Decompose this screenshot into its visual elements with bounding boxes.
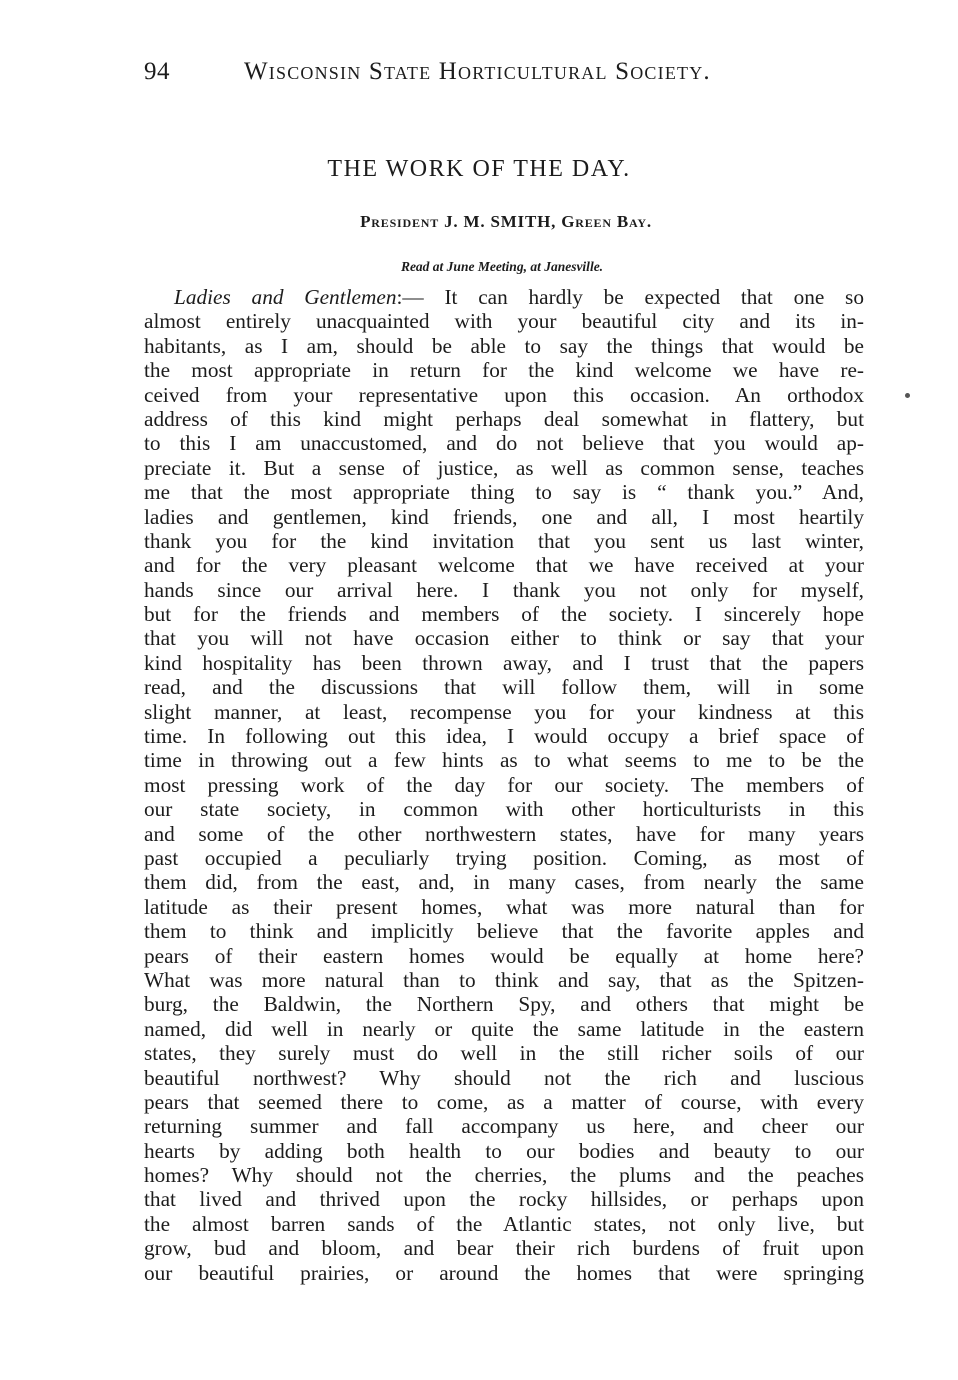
text-line: them to think and implicitly believe that the favorite apples and <box>144 919 864 944</box>
text-line: that you will not have occasion either to think or say that your <box>144 626 864 651</box>
text-line: the most appropriate in return for the kind welcome we have re- <box>144 358 864 383</box>
text-line: pears of their eastern homes would be equally at home here? <box>144 943 864 968</box>
text-line: most pressing work of the day for our society. The members of <box>144 772 864 797</box>
text-line: returning summer and fall accompany us here, and cheer our <box>144 1114 864 1139</box>
text-line: latitude as their present homes, what was more natural than for <box>144 894 864 919</box>
text-line: our state society, in common with other horticulturists in this <box>144 797 864 822</box>
article-title: THE WORK OF THE DAY. <box>327 156 631 182</box>
first-line-text: :— It can hardly be expected that one so <box>396 285 864 309</box>
text-line: pears that seemed there to come, as a matter of course, with every <box>144 1089 864 1114</box>
text-line: and for the very pleasant welcome that we have received at your <box>144 553 864 578</box>
text-line: that lived and thrived upon the rocky hillsides, or perhaps upon <box>144 1187 864 1212</box>
text-line: kind hospitality has been thrown away, and I trust that the papers <box>144 650 864 675</box>
text-line: but for the friends and members of the society. I sincerely hope <box>144 602 864 627</box>
text-line: slight manner, at least, recompense you for your kindness at this <box>144 699 864 724</box>
text-line: states, they surely must do well in the still richer soils of our <box>144 1041 864 1066</box>
text-line: and some of the other northwestern states, have for many years <box>144 821 864 846</box>
text-line: me that the most appropriate thing to say is “ thank you.” And, <box>144 480 864 505</box>
text-line: them did, from the east, and, in many cases, from nearly the same <box>144 870 864 895</box>
salutation: Ladies and Gentlemen <box>174 285 397 309</box>
text-line: address of this kind might perhaps deal somewhat in flattery, but <box>144 406 864 431</box>
text-line: almost entirely unacquainted with your beautiful city and its in- <box>144 309 864 334</box>
text-line: hands since our arrival here. I thank you not only for myself, <box>144 577 864 602</box>
text-line: past occupied a peculiarly trying position. Coming, as most of <box>144 845 864 870</box>
text-line: grow, bud and bloom, and bear their rich burdens of fruit upon <box>144 1236 864 1261</box>
text-line: time. In following out this idea, I would occupy a brief space of <box>144 724 864 749</box>
text-line: homes? Why should not the cherries, the plums and the peaches <box>144 1163 864 1188</box>
text-line: our beautiful prairies, or around the homes that were springing <box>144 1260 864 1285</box>
text-line: ceived from your representative upon this occasion. An orthodox <box>144 382 864 407</box>
text-line: time in throwing out a few hints as to what seems to me to be the <box>144 748 864 773</box>
body-text <box>144 285 864 1285</box>
text-line: read, and the discussions that will follow them, will in some <box>144 675 864 700</box>
text-line: preciate it. But a sense of justice, as well as common sense, teaches <box>144 455 864 480</box>
text-line: ladies and gentlemen, kind friends, one and all, I most heartily <box>144 504 864 529</box>
text-line: burg, the Baldwin, the Northern Spy, and others that might be <box>144 992 864 1017</box>
ink-speck <box>905 393 910 398</box>
author-byline: President J. M. SMITH, Green Bay. <box>360 212 652 231</box>
text-line-first <box>144 285 864 309</box>
text-line: What was more natural than to think and say, that as the Spitzen- <box>144 967 864 992</box>
text-line: to this I am unaccustomed, and do not believe that you would ap- <box>144 431 864 456</box>
journal-title: Wisconsin State Horticultural Society. <box>244 58 711 85</box>
text-line: beautiful northwest? Why should not the rich and luscious <box>144 1065 864 1090</box>
page-number: 94 <box>144 58 170 85</box>
presentation-note: Read at June Meeting, at Janesville. <box>400 259 604 274</box>
text-line: named, did well in nearly or quite the same latitude in the eastern <box>144 1016 864 1041</box>
text-line: the almost barren sands of the Atlantic states, not only live, but <box>144 1211 864 1236</box>
text-line: thank you for the kind invitation that you sent us last winter, <box>144 528 864 553</box>
running-head <box>144 58 864 98</box>
text-line: hearts by adding both health to our bodies and beauty to our <box>144 1138 864 1163</box>
text-line: habitants, as I am, should be able to say the things that would be <box>144 333 864 358</box>
